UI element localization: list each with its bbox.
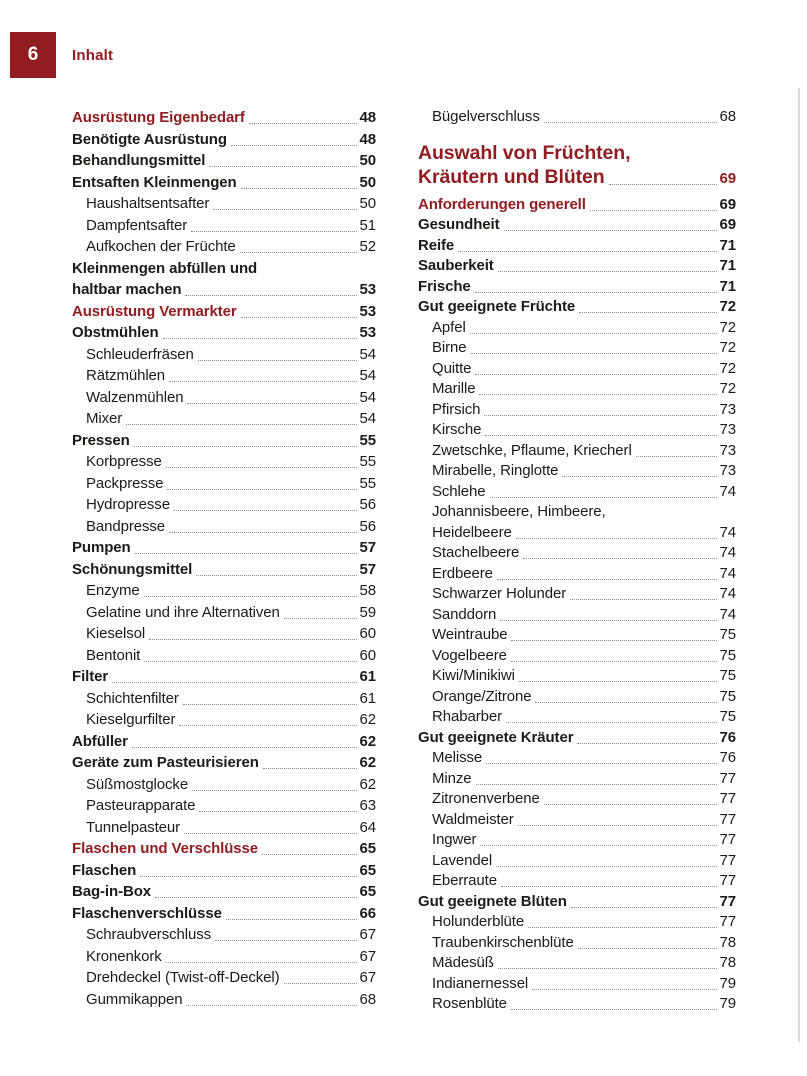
toc-entry bbox=[418, 236, 736, 257]
toc-entry-label: Mirabelle, Ringlotte bbox=[432, 462, 559, 479]
toc-entry-label: Gelatine und ihre Alternativen bbox=[86, 603, 280, 621]
toc-entry bbox=[72, 107, 376, 129]
toc-entry-page: 68 bbox=[719, 108, 736, 125]
toc-entry-page: 48 bbox=[359, 130, 376, 148]
toc-entry bbox=[72, 430, 376, 452]
toc-entry-page: 67 bbox=[359, 947, 376, 965]
toc-entry bbox=[418, 953, 736, 974]
toc-entry-page: 77 bbox=[719, 913, 736, 930]
toc-entry bbox=[72, 709, 376, 731]
toc-entry-page: 56 bbox=[359, 517, 376, 535]
toc-entry-page: 79 bbox=[719, 995, 736, 1012]
toc-entry-label: Behandlungsmittel bbox=[72, 152, 206, 169]
toc-entry bbox=[72, 365, 376, 387]
toc-entry bbox=[418, 871, 736, 892]
toc-entry-label: Indianernessel bbox=[432, 974, 529, 992]
toc-entry-label: Anforderungen generell bbox=[418, 195, 586, 213]
toc-entry-label: Tunnelpasteur bbox=[86, 818, 181, 836]
toc-entry-label: Mädesüß bbox=[432, 954, 494, 971]
toc-entry bbox=[418, 141, 736, 192]
toc-entry bbox=[72, 881, 376, 903]
toc-entry-page: 67 bbox=[359, 926, 376, 943]
toc-entry-label: haltbar machen bbox=[72, 281, 182, 298]
toc-entry bbox=[72, 774, 376, 796]
toc-entry-label: Birne bbox=[432, 339, 467, 356]
toc-entry-label: Lavendel bbox=[432, 851, 493, 869]
toc-entry bbox=[72, 795, 376, 817]
toc-entry-page: 55 bbox=[359, 453, 376, 470]
toc-entry-label: Gut geeignete Blüten bbox=[418, 892, 567, 910]
toc-entry-label: Bügelverschluss bbox=[432, 108, 540, 125]
toc-entry-page: 71 bbox=[719, 277, 736, 295]
toc-entry bbox=[418, 420, 736, 441]
toc-entry-page: 69 bbox=[719, 170, 736, 187]
toc-entry-page: 75 bbox=[719, 626, 736, 643]
toc-entry-label: Korbpresse bbox=[86, 453, 162, 470]
toc-entry-page: 79 bbox=[719, 974, 736, 992]
toc-entry-page: 75 bbox=[719, 667, 736, 684]
toc-entry bbox=[418, 666, 736, 687]
toc-entry bbox=[72, 559, 376, 581]
toc-entry-page: 50 bbox=[359, 195, 376, 212]
toc-entry-label: Zwetschke, Pflaume, Kriecherl bbox=[432, 441, 632, 459]
toc-entry-page: 52 bbox=[359, 238, 376, 255]
toc-entry-label: Erdbeere bbox=[432, 564, 493, 582]
toc-entry bbox=[72, 236, 376, 258]
toc-entry-page: 67 bbox=[359, 969, 376, 986]
toc-entry bbox=[418, 379, 736, 400]
toc-entry bbox=[418, 461, 736, 482]
toc-entry bbox=[72, 967, 376, 989]
toc-entry-page: 73 bbox=[719, 421, 736, 438]
toc-entry-label: Weintraube bbox=[432, 626, 508, 643]
toc-entry-label: Stachelbeere bbox=[432, 544, 520, 561]
toc-entry bbox=[72, 258, 376, 301]
toc-entry bbox=[418, 318, 736, 339]
toc-entry-page: 55 bbox=[359, 474, 376, 492]
toc-entry bbox=[418, 646, 736, 667]
toc-entry-page: 74 bbox=[719, 605, 736, 623]
toc-entry bbox=[72, 301, 376, 323]
toc-entry-label: Pumpen bbox=[72, 539, 131, 556]
toc-entry-page: 75 bbox=[719, 708, 736, 725]
toc-entry-page: 65 bbox=[359, 883, 376, 900]
toc-entry-label: Melisse bbox=[432, 749, 483, 766]
toc-entry-page: 76 bbox=[719, 728, 736, 746]
toc-entry-page: 78 bbox=[719, 933, 736, 951]
toc-entry bbox=[72, 451, 376, 473]
toc-column-left bbox=[72, 107, 376, 1010]
toc-entry bbox=[418, 912, 736, 933]
toc-entry-label: Flaschen und Verschlüsse bbox=[72, 840, 259, 857]
toc-entry bbox=[418, 543, 736, 564]
toc-entry-page: 73 bbox=[719, 441, 736, 459]
toc-entry bbox=[72, 193, 376, 215]
toc-entry-label: Kieselgurfilter bbox=[86, 711, 176, 728]
toc-entry-page: 50 bbox=[359, 173, 376, 191]
toc-entry bbox=[72, 860, 376, 882]
toc-entry-page: 77 bbox=[719, 769, 736, 787]
toc-entry-label: Eberraute bbox=[432, 872, 497, 889]
toc-entry-label: Marille bbox=[432, 380, 476, 397]
toc-entry bbox=[72, 924, 376, 946]
toc-entry-label: Holunderblüte bbox=[432, 913, 525, 930]
toc-entry bbox=[418, 502, 736, 543]
toc-entry-label: Gummikappen bbox=[86, 990, 183, 1008]
toc-entry-label: Obstmühlen bbox=[72, 324, 159, 341]
toc-entry bbox=[72, 752, 376, 774]
toc-entry bbox=[72, 623, 376, 645]
toc-entry-page: 77 bbox=[719, 831, 736, 848]
toc-entry-page: 72 bbox=[719, 359, 736, 377]
toc-entry-label: Kräutern und Blüten bbox=[418, 166, 605, 188]
toc-entry-page: 53 bbox=[359, 302, 376, 320]
toc-entry bbox=[418, 215, 736, 236]
toc-entry-page: 73 bbox=[719, 462, 736, 479]
toc-entry-label: Abfüller bbox=[72, 732, 128, 750]
toc-entry bbox=[72, 537, 376, 559]
toc-entry-label: Pfirsich bbox=[432, 400, 481, 418]
toc-entry-label: Schleuderfräsen bbox=[86, 345, 194, 363]
toc-entry-page: 61 bbox=[359, 668, 376, 685]
toc-entry-label: Benötigte Ausrüstung bbox=[72, 130, 227, 148]
toc-entry-page: 50 bbox=[359, 152, 376, 169]
toc-entry bbox=[418, 892, 736, 913]
toc-entry-page: 53 bbox=[359, 281, 376, 298]
header-title: Inhalt bbox=[72, 47, 114, 64]
toc-entry-label: Sanddorn bbox=[432, 605, 497, 623]
toc-entry-page: 56 bbox=[359, 496, 376, 513]
toc-entry-page: 71 bbox=[719, 257, 736, 274]
toc-entry-label: Mixer bbox=[86, 410, 123, 427]
toc-entry-page: 77 bbox=[719, 851, 736, 869]
toc-entry-label: Schraubverschluss bbox=[86, 926, 212, 943]
toc-entry bbox=[72, 838, 376, 860]
toc-entry-page: 57 bbox=[359, 560, 376, 578]
toc-entry-page: 72 bbox=[719, 298, 736, 315]
toc-entry bbox=[72, 946, 376, 968]
toc-entry bbox=[418, 400, 736, 421]
toc-entry-page: 77 bbox=[719, 790, 736, 807]
toc-entry-label: Schönungsmittel bbox=[72, 560, 193, 578]
toc-entry bbox=[418, 625, 736, 646]
toc-entry bbox=[418, 974, 736, 995]
toc-entry bbox=[418, 277, 736, 298]
toc-entry-page: 72 bbox=[719, 339, 736, 356]
toc-entry bbox=[418, 564, 736, 585]
toc-entry-label: Apfel bbox=[432, 318, 466, 336]
toc-entry-label: Quitte bbox=[432, 359, 472, 377]
toc-entry-label: Schlehe bbox=[432, 482, 486, 500]
toc-entry-label: Ausrüstung Vermarkter bbox=[72, 302, 237, 320]
toc-entry bbox=[72, 129, 376, 151]
toc-entry-label: Heidelbeere bbox=[432, 523, 512, 541]
page-number: 6 bbox=[27, 44, 39, 65]
toc-entry bbox=[72, 817, 376, 839]
toc-entry bbox=[418, 195, 736, 216]
toc-entry-page: 54 bbox=[359, 410, 376, 427]
toc-entry bbox=[72, 494, 376, 516]
toc-entry bbox=[418, 851, 736, 872]
toc-entry-label: Schwarzer Holunder bbox=[432, 585, 567, 602]
toc-entry-label: Aufkochen der Früchte bbox=[86, 238, 236, 255]
toc-entry-label: Bandpresse bbox=[86, 517, 166, 535]
toc-entry-page: 74 bbox=[719, 482, 736, 500]
toc-entry bbox=[72, 645, 376, 667]
toc-entry bbox=[72, 580, 376, 602]
toc-entry-label: Dampfentsafter bbox=[86, 216, 188, 234]
toc-entry bbox=[72, 989, 376, 1011]
toc-entry-label: Ausrüstung Eigenbedarf bbox=[72, 109, 245, 126]
toc-entry-label: Packpresse bbox=[86, 474, 164, 492]
toc-entry-label: Auswahl von Früchten, bbox=[418, 141, 631, 164]
toc-entry-label: Kieselsol bbox=[86, 625, 146, 642]
toc-entry-label: Gesundheit bbox=[418, 216, 500, 233]
toc-entry bbox=[72, 150, 376, 172]
toc-entry bbox=[418, 441, 736, 462]
toc-entry-page: 74 bbox=[719, 544, 736, 561]
toc-entry-label: Gut geeignete Kräuter bbox=[418, 728, 574, 746]
toc-entry-label: Flaschenverschlüsse bbox=[72, 904, 222, 922]
toc-entry bbox=[418, 687, 736, 708]
toc-entry-label: Schichtenfilter bbox=[86, 689, 179, 707]
toc-entry bbox=[72, 408, 376, 430]
toc-entry bbox=[72, 516, 376, 538]
toc-entry-page: 77 bbox=[719, 892, 736, 910]
toc-entry bbox=[72, 172, 376, 194]
toc-entry-page: 51 bbox=[359, 216, 376, 234]
toc-entry-label: Flaschen bbox=[72, 861, 137, 879]
toc-entry-page: 77 bbox=[719, 810, 736, 828]
toc-entry-page: 78 bbox=[719, 954, 736, 971]
toc-column-right bbox=[418, 107, 736, 1015]
toc-entry-label: Haushaltsentsafter bbox=[86, 195, 210, 212]
toc-entry bbox=[72, 688, 376, 710]
toc-entry-label: Ingwer bbox=[432, 831, 477, 848]
toc-entry-page: 72 bbox=[719, 318, 736, 336]
toc-entry-page: 65 bbox=[359, 840, 376, 857]
toc-entry-label: Rhabarber bbox=[432, 708, 502, 725]
toc-entry-page: 66 bbox=[359, 904, 376, 922]
toc-entry-page: 59 bbox=[359, 603, 376, 621]
toc-entry-page: 60 bbox=[359, 625, 376, 642]
page-number-badge bbox=[10, 32, 56, 78]
toc-entry bbox=[72, 666, 376, 688]
toc-entry-page: 60 bbox=[359, 646, 376, 664]
toc-entry-label: Johannisbeere, Himbeere, bbox=[432, 503, 606, 520]
toc-entry-label: Orange/Zitrone bbox=[432, 687, 532, 705]
toc-entry-label: Geräte zum Pasteurisieren bbox=[72, 754, 259, 771]
toc-entry-label: Minze bbox=[432, 769, 472, 787]
toc-entry-page: 54 bbox=[359, 367, 376, 384]
toc-entry-label: Zitronenverbene bbox=[432, 790, 540, 807]
toc-entry-page: 62 bbox=[359, 732, 376, 750]
toc-entry-page: 64 bbox=[359, 818, 376, 836]
toc-entry-page: 74 bbox=[719, 564, 736, 582]
toc-entry-page: 58 bbox=[359, 582, 376, 599]
toc-entry-label: Frische bbox=[418, 277, 471, 295]
toc-entry-label: Enzyme bbox=[86, 582, 140, 599]
toc-entry-label: Kiwi/Minikiwi bbox=[432, 667, 515, 684]
page-edge-line bbox=[798, 88, 800, 1042]
toc-entry bbox=[418, 728, 736, 749]
toc-entry-page: 55 bbox=[359, 431, 376, 449]
toc-entry-page: 75 bbox=[719, 687, 736, 705]
toc-entry bbox=[418, 359, 736, 380]
toc-entry-page: 69 bbox=[719, 216, 736, 233]
toc-entry-page: 62 bbox=[359, 775, 376, 793]
toc-entry bbox=[418, 482, 736, 503]
toc-entry bbox=[72, 322, 376, 344]
toc-entry bbox=[418, 107, 736, 128]
toc-entry bbox=[72, 473, 376, 495]
toc-entry-label: Waldmeister bbox=[432, 810, 514, 828]
toc-entry-label: Bentonit bbox=[86, 646, 141, 664]
toc-entry bbox=[72, 387, 376, 409]
toc-entry-page: 72 bbox=[719, 380, 736, 397]
toc-entry-label: Traubenkirschenblüte bbox=[432, 933, 574, 951]
toc-entry bbox=[72, 903, 376, 925]
toc-entry-page: 77 bbox=[719, 872, 736, 889]
toc-entry-page: 54 bbox=[359, 345, 376, 363]
toc-entry-label: Walzenmühlen bbox=[86, 388, 184, 406]
toc-entry bbox=[72, 602, 376, 624]
toc-entry-label: Reife bbox=[418, 236, 455, 254]
toc-entry-page: 69 bbox=[719, 195, 736, 213]
toc-entry bbox=[418, 297, 736, 318]
toc-entry-label: Drehdeckel (Twist-off-Deckel) bbox=[86, 969, 280, 986]
toc-entry bbox=[418, 994, 736, 1015]
toc-entry-page: 61 bbox=[359, 689, 376, 707]
toc-entry bbox=[418, 810, 736, 831]
toc-entry bbox=[418, 605, 736, 626]
toc-entry bbox=[72, 344, 376, 366]
toc-entry-label: Gut geeignete Früchte bbox=[418, 298, 576, 315]
toc-entry-label: Hydropresse bbox=[86, 496, 170, 513]
toc-entry bbox=[418, 830, 736, 851]
toc-entry-page: 74 bbox=[719, 523, 736, 541]
toc-entry-page: 74 bbox=[719, 585, 736, 602]
toc-entry-page: 62 bbox=[359, 711, 376, 728]
toc-entry-page: 65 bbox=[359, 861, 376, 879]
toc-entry-label: Rätzmühlen bbox=[86, 367, 166, 384]
toc-entry-label: Pressen bbox=[72, 431, 130, 449]
toc-entry-label: Kirsche bbox=[432, 421, 482, 438]
toc-entry bbox=[72, 731, 376, 753]
toc-entry-label: Pasteurapparate bbox=[86, 797, 196, 814]
toc-entry-page: 57 bbox=[359, 539, 376, 556]
toc-entry-label: Vogelbeere bbox=[432, 646, 507, 664]
toc-entry bbox=[418, 789, 736, 810]
toc-entry bbox=[418, 584, 736, 605]
toc-entry-page: 48 bbox=[359, 109, 376, 126]
toc-entry bbox=[418, 707, 736, 728]
toc-entry bbox=[418, 338, 736, 359]
toc-entry-page: 53 bbox=[359, 324, 376, 341]
toc-entry bbox=[418, 256, 736, 277]
toc-entry-label: Kronenkork bbox=[86, 947, 162, 965]
toc-entry bbox=[418, 769, 736, 790]
toc-entry bbox=[72, 215, 376, 237]
toc-entry-label: Sauberkeit bbox=[418, 257, 494, 274]
toc-entry-label: Rosenblüte bbox=[432, 995, 507, 1012]
toc-entry-label: Süßmostglocke bbox=[86, 775, 189, 793]
toc-entry-page: 62 bbox=[359, 754, 376, 771]
toc-entry-page: 73 bbox=[719, 400, 736, 418]
toc-entry-label: Filter bbox=[72, 668, 109, 685]
toc-entry-page: 54 bbox=[359, 388, 376, 406]
toc-entry-label: Kleinmengen abfüllen und bbox=[72, 259, 258, 277]
toc-entry-label: Bag-in-Box bbox=[72, 883, 151, 900]
toc-entry-page: 76 bbox=[719, 749, 736, 766]
toc-entry-page: 75 bbox=[719, 646, 736, 664]
toc-entry-page: 68 bbox=[359, 990, 376, 1008]
toc-entry bbox=[418, 748, 736, 769]
toc-entry-page: 63 bbox=[359, 797, 376, 814]
toc-entry-label: Entsaften Kleinmengen bbox=[72, 173, 237, 191]
toc-entry bbox=[418, 933, 736, 954]
toc-entry-page: 71 bbox=[719, 236, 736, 254]
